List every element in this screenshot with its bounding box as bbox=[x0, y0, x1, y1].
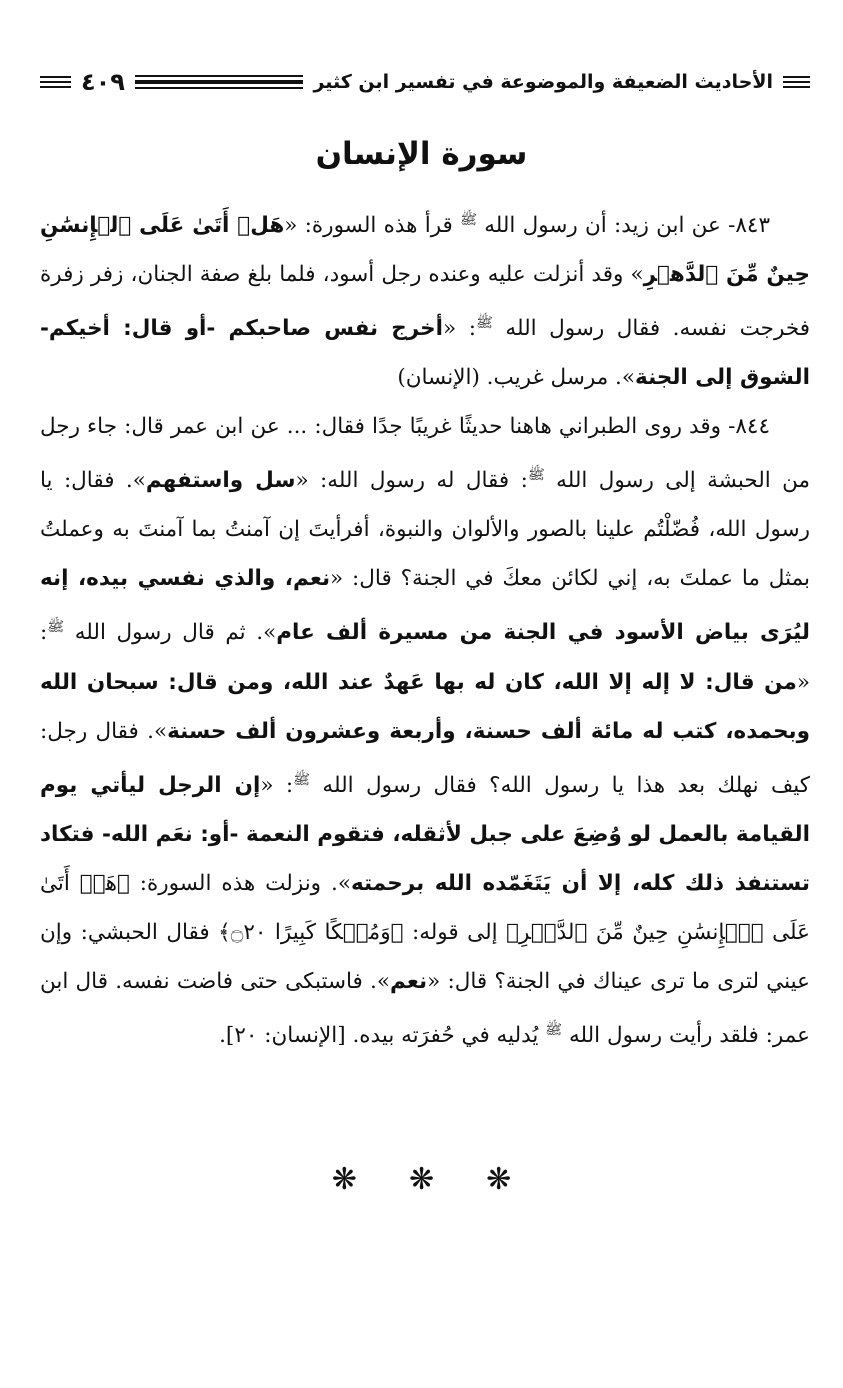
hadith-843-text: : « bbox=[443, 316, 476, 342]
hadith-844 bbox=[40, 402, 810, 1060]
prophetic-quote: من قال: لا إله إلا الله، كان له بها عَهدٌ عند الله، ومن قال: سبحان الله وبحمده، كتب له مائة ألف حسنة، وأربعة وعشرون ألف حسنة bbox=[40, 669, 810, 744]
running-header bbox=[40, 62, 810, 102]
hadith-844-text: ﴾ فقال الحبشي: وإن عيني لترى ما ترى عيناك في الجنة؟ قال: « bbox=[40, 919, 810, 994]
prophetic-quote: أخرج نفس صاحبكم -أو قال: أخيكم- الشوق إلى الجنة bbox=[40, 316, 810, 391]
header-rule-left bbox=[40, 76, 71, 88]
hadith-844-text: ». فاستبكى حتى فاضت نفسه. قال ابن عمر: فلقد رأيت رسول الله bbox=[40, 968, 810, 1048]
hadith-844-text: ﴾ إلى قوله: ﴿ bbox=[390, 919, 519, 945]
hadith-844-text: ٨٤٤- وقد روى الطبراني هاهنا حديثًا غريبًا جدًا فقال: ... عن ابن عمر قال: جاء رجل من الحبشة إلى رسول الله bbox=[40, 414, 811, 494]
body-text bbox=[40, 196, 810, 1060]
prophetic-quote: إن الرجل ليأتي يوم القيامة بالعمل لو وُضِعَ على جبل لأثقله، فتقوم النعمة -أو: نعَم الله- فتكاد تستنفذ ذلك كله، إلا أن يَتَغَمّده الله برحمته bbox=[40, 772, 810, 896]
header-rule-middle bbox=[135, 75, 303, 89]
prophetic-quote: سل واستفهم bbox=[145, 468, 296, 494]
salla-symbol: ﷺ bbox=[527, 467, 545, 484]
hadith-844-text: ». ونزلت هذه السورة: ﴿ bbox=[116, 870, 351, 896]
book-title: الأحاديث الضعيفة والموضوعة في تفسير ابن كثير bbox=[313, 71, 774, 93]
salla-symbol: ﷺ bbox=[460, 212, 477, 228]
header-rule-right bbox=[783, 76, 810, 88]
hadith-843-text: » وقد أنزلت عليه وعنده رجل أسود، فلما بلغ صفة الجنان، زفر زفرة فخرجت نفسه. فقال رسول الله bbox=[40, 262, 810, 342]
asterism-icon: ❋ bbox=[486, 1162, 512, 1197]
hadith-844-text: : « bbox=[260, 772, 294, 798]
quran-quote: هَلۡ أَتَىٰ عَلَى ٱلۡإِنسَٰنِ حِينٌ مِّنَ ٱلدَّهۡرِ bbox=[40, 870, 810, 945]
surah-title: سورة الإنسان bbox=[315, 136, 528, 172]
hadith-844-text: ». فقال رجل: كيف نهلك بعد هذا يا رسول الله؟ فقال رسول الله bbox=[40, 718, 810, 798]
hadith-844-text: : فقال له رسول الله: « bbox=[295, 468, 528, 494]
salla-symbol: ﷺ bbox=[475, 315, 493, 332]
hadith-843-text: ». مرسل غريب. (الإنسان) bbox=[397, 365, 636, 391]
prophetic-quote: نعم bbox=[390, 968, 428, 994]
hadith-843-text: قرأ هذه السورة: « bbox=[284, 213, 461, 239]
quran-quote: هَلۡ أَتَىٰ عَلَى ٱلۡإِنسَٰنِ حِينٌ مِّنَ ٱلدَّهۡرِ bbox=[40, 213, 811, 288]
hadith-844-text: يُدليه في حُفرَته بيده. [الإنسان: ٢٠]. bbox=[219, 1022, 546, 1048]
salla-symbol: ﷺ bbox=[293, 771, 311, 788]
salla-symbol: ﷺ bbox=[545, 1021, 563, 1038]
asterism-icon: ❋ bbox=[331, 1162, 357, 1197]
hadith-844-text: ». ثم قال رسول الله bbox=[64, 620, 277, 646]
hadith-844-text: ». فقال: يا رسول الله، فُضّلْتُم علينا بالصور والألوان والنبوة، أفرأيتَ إن آمنتُ بما آمنتَ به وعملتُ بمثل ما عملتَ به، إني لكائن معكَ في الجنة؟ قال: « bbox=[40, 468, 810, 592]
quran-quote: وَمُلۡكًا كَبِيرًا ۝٢٠ bbox=[230, 919, 391, 945]
hadith-843 bbox=[40, 196, 810, 402]
hadith-844-text: : « bbox=[40, 620, 810, 695]
asterism-icon: ❋ bbox=[408, 1162, 435, 1197]
prophetic-quote: نعم، والذي نفسي بيده، إنه ليُرَى بياض الأسود في الجنة من مسيرة ألف عام bbox=[40, 566, 810, 646]
salla-symbol: ﷺ bbox=[47, 619, 65, 636]
page-number: ٤٠٩ bbox=[81, 68, 125, 96]
section-ornaments bbox=[0, 1162, 843, 1197]
hadith-843-text: ٨٤٣- عن ابن زيد: أن رسول الله bbox=[477, 213, 770, 239]
